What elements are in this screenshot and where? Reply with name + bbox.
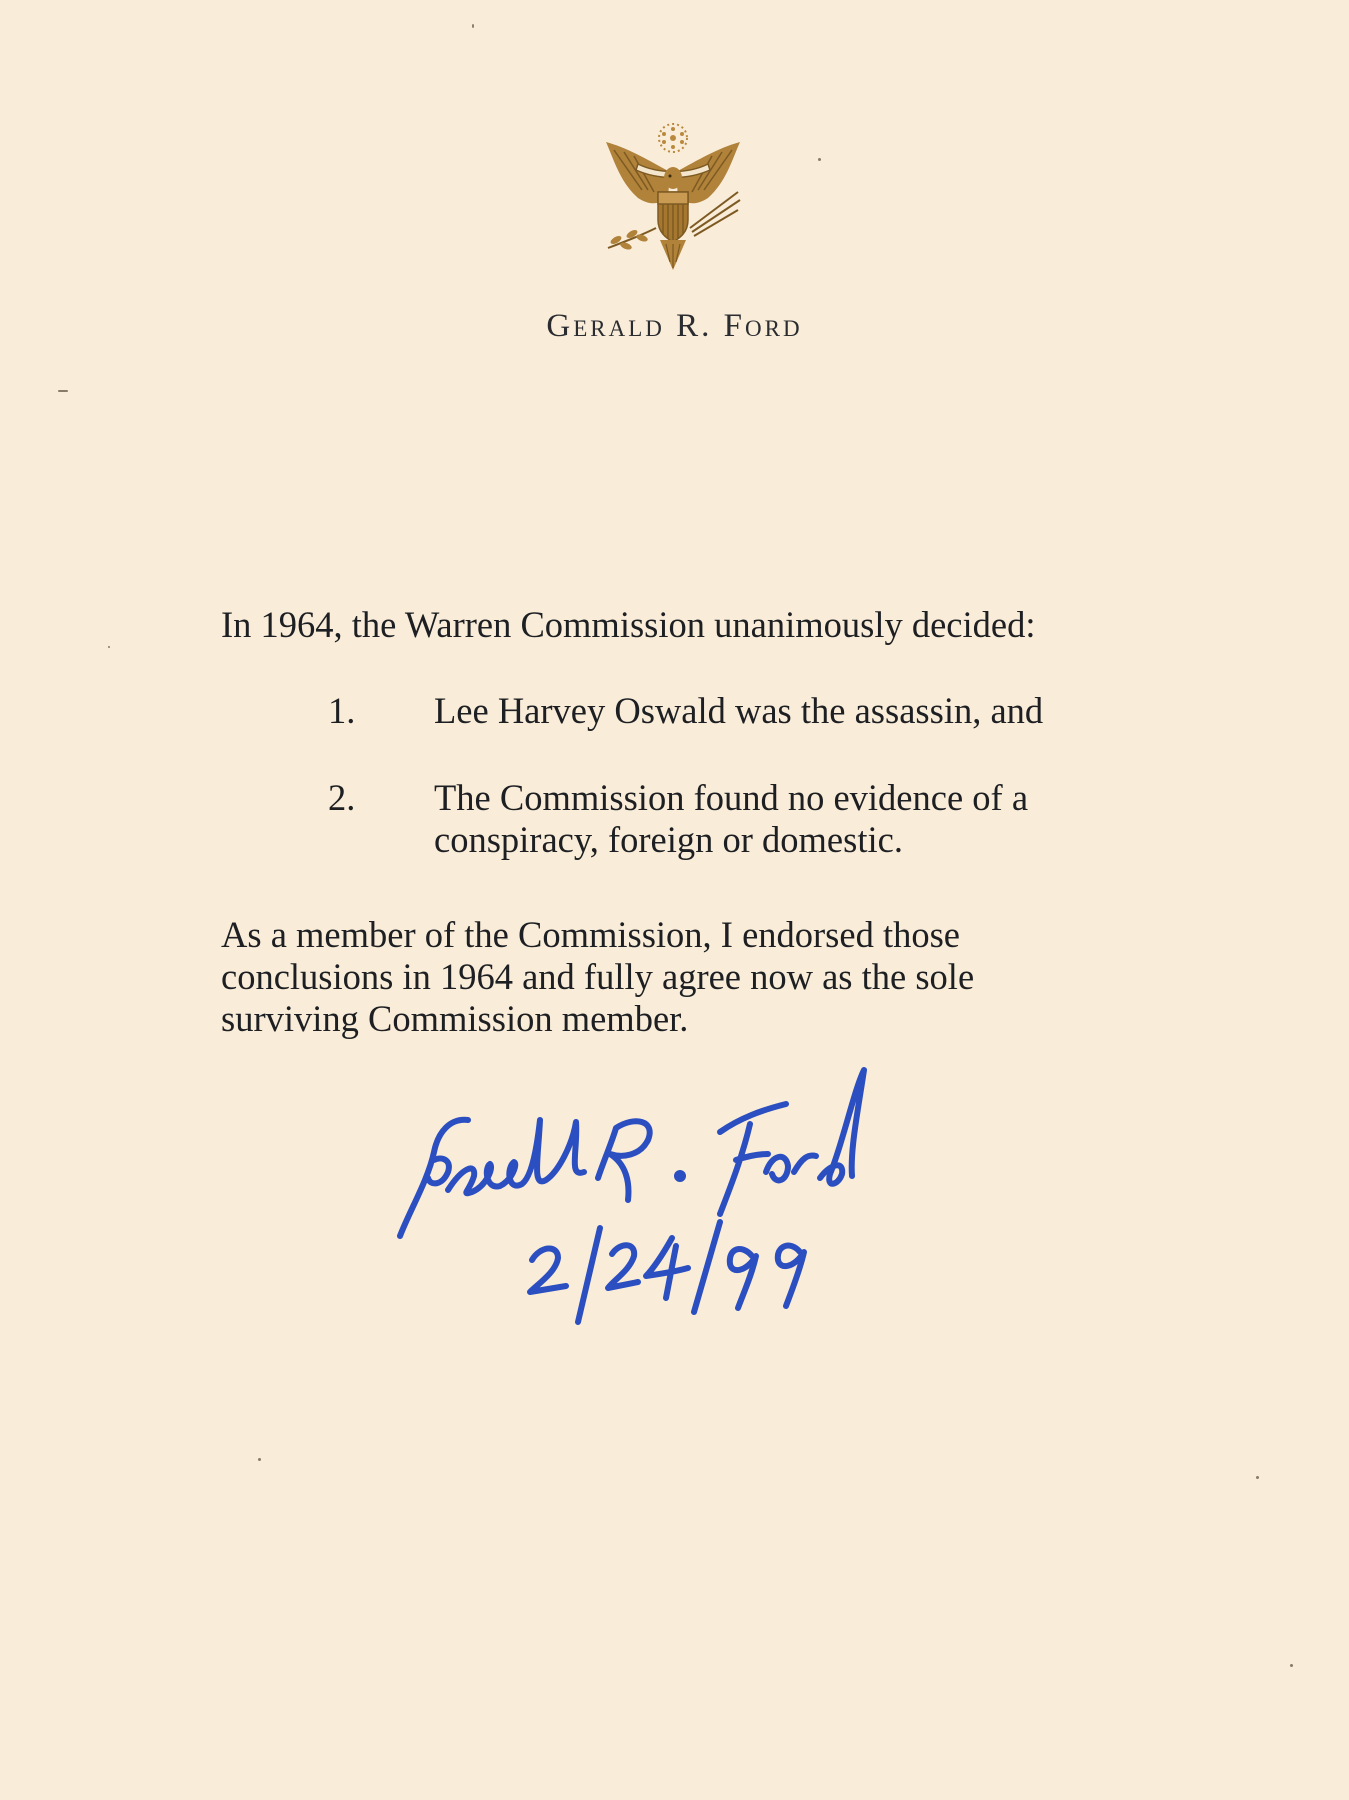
intro-paragraph: In 1964, the Warren Commission unanimously decided:	[221, 604, 1036, 645]
list-item-number: 1.	[328, 690, 356, 731]
handwritten-signature	[390, 1060, 950, 1350]
list-item-number: 2.	[328, 777, 356, 818]
list-item-text: The Commission found no evidence of a conspiracy, foreign or domestic.	[434, 777, 1029, 860]
paper-speck	[1256, 1476, 1259, 1479]
paper-speck	[108, 646, 110, 648]
paper-speck	[818, 158, 821, 161]
paper-speck	[1290, 1664, 1293, 1667]
paper-speck	[472, 24, 474, 28]
paper-speck	[258, 1458, 261, 1461]
closing-paragraph: As a member of the Commission, I endorsed those conclusions in 1964 and fully agree now as the sole surviving Commission member.	[221, 914, 975, 1039]
list-item-text: Lee Harvey Oswald was the assassin, and	[434, 690, 1044, 731]
paper-mark	[58, 390, 68, 392]
letterhead-name: Gerald R. Ford	[546, 308, 803, 344]
presidential-eagle-seal-icon	[598, 120, 748, 280]
